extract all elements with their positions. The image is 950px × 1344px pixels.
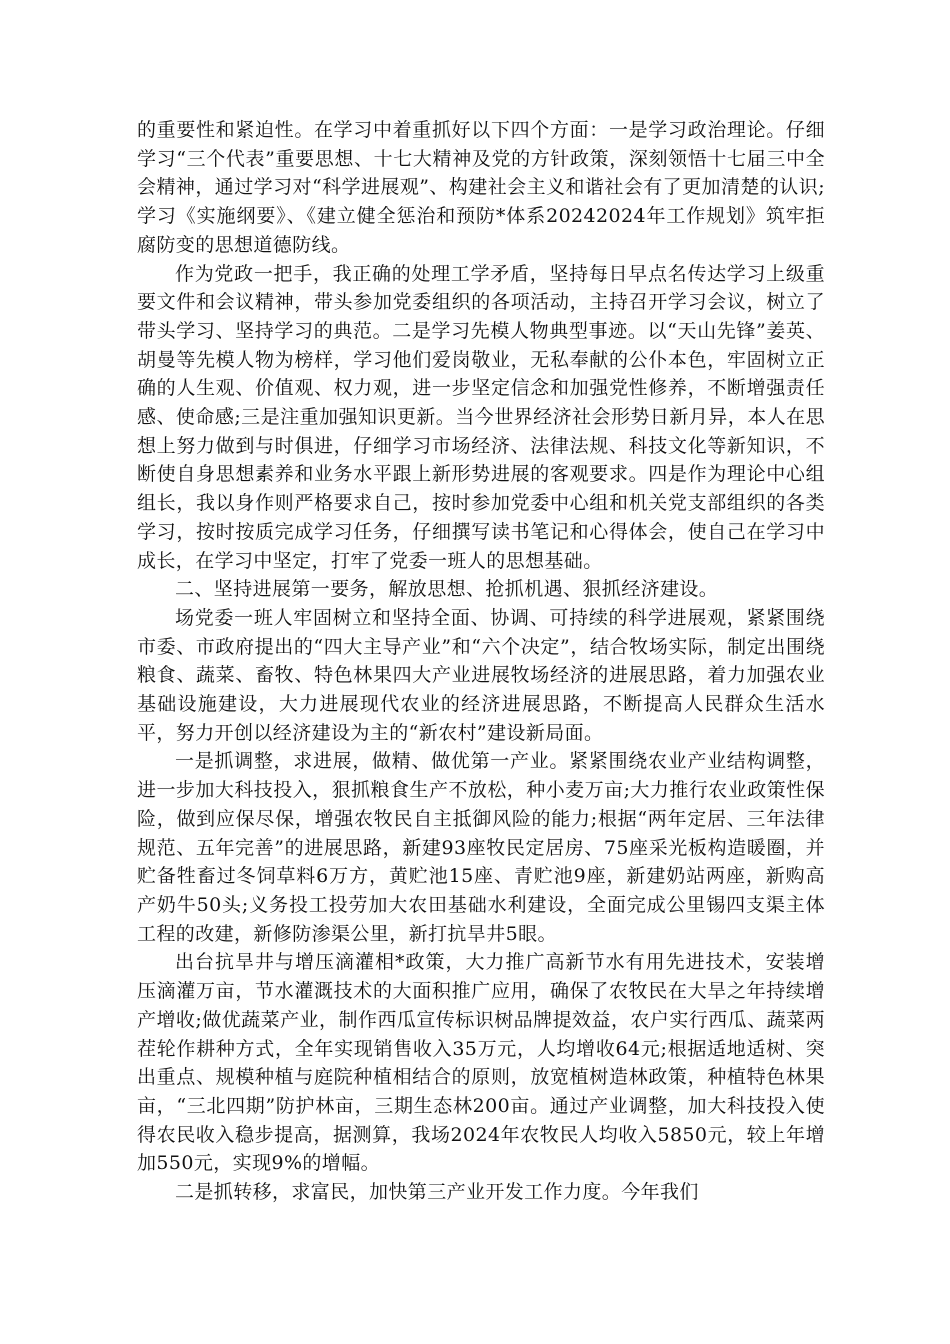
paragraph-4: 一是抓调整，求进展，做精、做优第一产业。紧紧围绕农业产业结构调整，进一步加大科技投入，狠抓粮食生产不放松，种小麦万亩;大力推行农业政策性保险，做到应保尽保，增强农牧民自主抵御风险的能力;根据“两年定居、三年法律规范、五年完善”的进展思路，新建93座牧民定居房、75座采光板构造暖圈，并贮备牲畜过冬饲草料6万方，黄贮池15座、青贮池9座，新建奶站两座，新购高产奶牛50头;义务投工投劳加大农田基础水利建设，全面完成公里锡四支渠主体工程的改建，新修防渗渠公里，新打抗旱井5眼。 bbox=[137, 750, 825, 945]
paragraph-2: 作为党政一把手，我正确的处理工学矛盾，坚持每日早点名传达学习上级重要文件和会议精神，带头参加党委组织的各项活动，主持召开学习会议，树立了带头学习、坚持学习的典范。二是学习先模人物典型事迹。以“天山先锋”姜英、胡曼等先模人物为榜样，学习他们爱岗敬业，无私奉献的公仆本色，牢固树立正确的人生观、价值观、权力观，进一步坚定信念和加强党性修养，不断增强责任感、使命感;三是注重加强知识更新。当今世界经济社会形势日新月异，本人在思想上努力做到与时俱进，仔细学习市场经济、法律法规、科技文化等新知识，不断使自身思想素养和业务水平跟上新形势进展的客观要求。四是作为理论中心组组长，我以身作则严格要求自己，按时参加党委中心组和机关党支部组织的各类学习，按时按质完成学习任务，仔细撰写读书笔记和心得体会，使自己在学习中成长，在学习中坚定，打牢了党委一班人的思想基础。 bbox=[137, 262, 825, 572]
section-heading: 二、坚持进展第一要务，解放思想、抢抓机遇、狠抓经济建设。 bbox=[175, 578, 719, 601]
paragraph-1: 的重要性和紧迫性。在学习中着重抓好以下四个方面：一是学习政治理论。仔细学习“三个代表”重要思想、十七大精神及党的方针政策，深刻领悟十七届三中全会精神，通过学习对“科学进展观”、构建社会主义和谐社会有了更加清楚的认识;学习《实施纲要》、《建立健全惩治和预防*体系20242024年工作规划》筑牢拒腐防变的思想道德防线。 bbox=[137, 119, 825, 256]
document-body bbox=[137, 116, 825, 1207]
paragraph-3: 场党委一班人牢固树立和坚持全面、协调、可持续的科学进展观，紧紧围绕市委、市政府提出的“四大主导产业”和“六个决定”，结合牧场实际，制定出围绕粮食、蔬菜、畜牧、特色林果四大产业进展牧场经济的进展思路，着力加强农业基础设施建设，大力进展现代农业的经济进展思路，不断提高人民群众生活水平，努力开创以经济建设为主的“新农村”建设新局面。 bbox=[137, 606, 825, 744]
paragraph-6: 二是抓转移，求富民，加快第三产业开发工作力度。今年我们 bbox=[175, 1181, 699, 1204]
paragraph-5: 出台抗旱井与增压滴灌相*政策，大力推广高新节水有用先进技术，安装增压滴灌万亩，节水灌溉技术的大面积推广应用，确保了农牧民在大旱之年持续增产增收;做优蔬菜产业，制作西瓜宣传标识树品牌提效益，农户实行西瓜、蔬菜两茬轮作耕种方式，全年实现销售收入35万元，人均增收64元;根据适地适树、突出重点、规模种植与庭院种植相结合的原则，放宽植树造林政策，种植特色林果亩，“三北四期”防护林亩，三期生态林200亩。通过产业调整，加大科技投入使得农民收入稳步提高，据测算，我场2024年农牧民人均收入5850元，较上年增加550元，实现9%的增幅。 bbox=[137, 951, 825, 1175]
